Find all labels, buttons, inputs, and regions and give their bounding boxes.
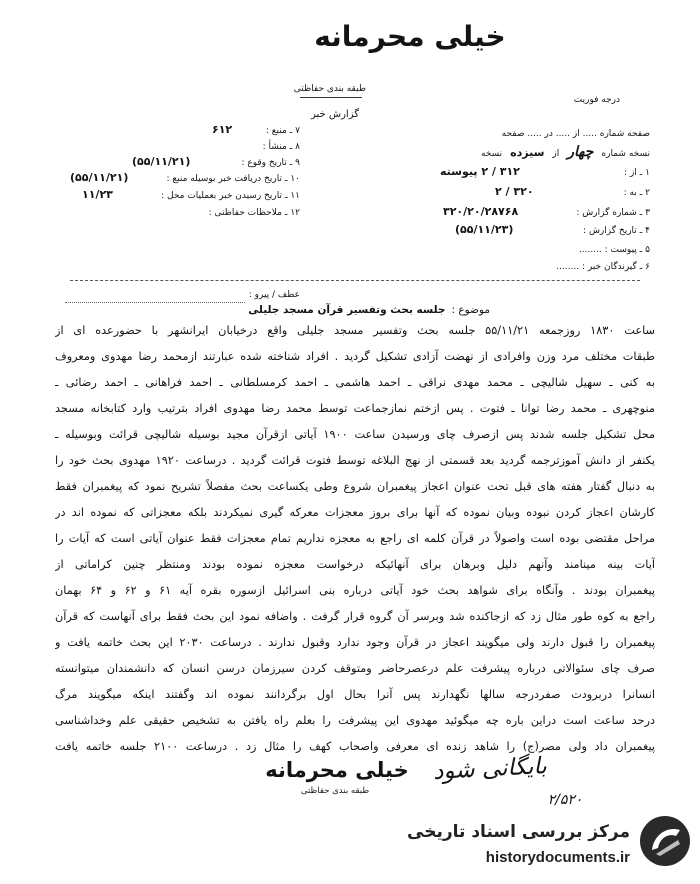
body-line: یکنفر از دانش آموزترجمه گردید بعد قسمتی از نهج البلاغه توسط فتوت قرائت گردید . درساعت ۱۹۲۰ مهدوی بحث خود را [55,454,655,467]
body-line: انسانرا دربرودت صفردرجه سالها نگهدارند پس آنرا بحال اول برگردانند نموده اند وگفتند اینکه میگویند مرگ [55,688,655,701]
classification-stamp-sub: طبقه بندی حفاظتی [300,786,370,796]
field-value: ۱۱/۲۳ [82,188,113,201]
document-title: خیلی محرمانه [314,20,506,53]
body-line: محل تشکیل جلسه شدند پس ازصرف چای ورسیدن ساعت ۱۹۰۰ آیاتی ازقرآن مجید بوسیله شالیچی قرائت وبوسیله ـ [55,428,655,441]
body-line: پیغمبران داد ولی مصر(ج) را شاهد زنده ای معرفی واصحاب کهف را مثال زد . درساعت ۲۱۰۰ جلسه خاتمه یافت [55,740,655,753]
classification-underline [300,97,362,98]
field-report-number [0,206,700,220]
field-recipients [0,260,700,274]
field-value: ۶۱۲ [212,123,233,136]
field-label: ۹ ـ تاریخ وقوع : [241,158,300,168]
classification-stamp: خیلی محرمانه [265,758,409,782]
body-line: آیات بینه مینامند وآنهم دلیل وبرهان برای آنهائیکه درخواست معجزه نموده بودند ومنتظر چنین کراماتی از [55,558,655,571]
body-line: پیغمبران بودند . وآنگاه برای شواهد بحث خود آیاتی درباره بنی اسرائیل ازسوره بقره آیه ۶۱ و ۶۲ و ۶۴ بهمان [55,584,655,597]
field-label: ۱۰ ـ تاریخ دریافت خبر بوسیله منبع : [166,174,300,184]
urgency-label: درجه فوریت [573,95,620,105]
report-body [55,318,655,760]
body-line: طبقات مختلف مرد وزن وافرادی از نهضت آزادی تشکیل گردید . افراد شناخته شده عبارتند ازمحمد رضا مهدوی ومعروف [55,350,655,363]
watermark-url: historydocuments.ir [485,849,630,866]
field-label: ۱۱ ـ تاریخ رسیدن خبر بعملیات محل : [161,191,300,201]
field-label: ۵ ـ پیوست : ........ [578,245,650,255]
classification-label: طبقه بندی حفاظتی [293,84,366,94]
field-value: (۵۵/۱۱/۲۳) [455,223,514,236]
field-value: (۵۵/۱۱/۲۱) [70,171,129,184]
body-line: به کنی ـ سهیل شالیچی ـ محمد مهدی نراقی ـ احمد هاشمی ـ احمد کرمسلطانی ـ احمد فراهانی ـ احمد رضائی ـ [55,376,655,389]
body-line: مراحل مقتضی بوده است واصولاً در قرآن کلمه ای راجع به معجزه نداریم تمام معجزات فقط عنوان آیاتی است که آیات را [55,532,655,545]
body-line: راجع به کوه طور مثال زد که ازجاکنده شد وبرسر آن گروه قرار گرفت . واضافه نمود این بحث فقط برای آنهاست که قرآن [55,610,655,623]
field-label: ۶ ـ گیرندگان خبر : ........ [556,262,650,272]
field-label: ۲ ـ به : [623,188,650,198]
field-label: ۱ ـ از : [624,168,650,178]
field-value: ۳۲۰ / ۲ [495,185,534,198]
field-label: ۷ ـ منبع : [265,126,300,136]
field-label: ۳ ـ شماره گزارش : [576,208,650,218]
field-label: ۴ ـ تاریخ گزارش : [583,226,650,236]
archive-note-handwritten: بایگانی شود [432,753,548,785]
header-separator [70,280,640,281]
field-report-date [0,224,700,238]
copy-mid: از [552,149,560,159]
body-line: صرف چای سئوالاتی درباره پیشرفت علم درعصرحاضر ومتوقف کردن سیرزمان درسن انسان که دانشمندان میتوانسته [55,662,655,675]
history-documents-logo-icon [638,814,692,868]
body-line: پیغمبران را قبول دارند ولی میگویند اعجاز در قرآن وجود ندارد وقبول ندارند . درساعت ۲۰۳۰ این بحث خاتمه یافت و [55,636,655,649]
copy-number-handwritten: چهار [567,144,594,160]
copy-total: سیزده [510,146,545,159]
body-line: به دنبال گفتار هفته های قبل تحت عنوان اعجاز پیغمبران شروع وطی یکساعت بحث مفصلاً تشریح نمود که پیغمبران فقط [55,480,655,493]
body-line: درحد ساعت است دراین باره چه میگوئید مهدوی این پیشرفت را بعلم راه یافتن به تشخیص حقیقی علم وخداشناسی [55,714,655,727]
field-label: صفحه شماره ..... از ..... در ..... صفحه [501,129,650,139]
subject-value: جلسه بحث وتفسیر قرآن مسجد جلیلی [248,304,446,316]
field-from [0,166,700,180]
field-value: (۵۵/۱۱/۲۱) [132,155,191,168]
body-line: ساعت ۱۸۳۰ روزجمعه ۵۵/۱۱/۲۱ جلسه بحث وتفسیر مسجد جلیلی واقع درخیابان ایرانشهر با حضورعده ای از [55,324,655,337]
copy-prefix: نسخه شماره [601,149,650,159]
reference-label: عطف / پیرو : [248,290,300,300]
field-value: ۳۱۲ / ۲ پیوسته [440,165,520,178]
report-type: گزارش خبر [311,109,359,120]
field-label: ۱۲ ـ ملاحظات حفاظتی : [208,208,300,218]
reference-dotted-line [65,302,245,303]
handwritten-number: ۲/۵۲۰ [547,792,583,808]
body-line: منوچهری ـ محمد رضا توانا ـ فتوت . پس ازختم نمازجماعت توسط محمد رضا مهدوی افراد بترتیب وارد کتابخانه مسجد [55,402,655,415]
field-label: ۸ ـ منشأ : [262,142,300,152]
watermark-org: مرکز بررسی اسناد تاریخی [407,822,630,842]
field-value: ۳۲۰/۲۰/۲۸۷۶۸ [443,205,519,218]
copy-suffix: نسخه [480,149,503,159]
field-attachment [0,243,700,257]
subject-label: موضوع : [451,304,490,316]
field-copy-number [481,144,650,160]
body-line: کارشان اعجاز کردن نبوده وبیان نموده که آنها برای بروز معجزات معرکه گیری نمیکردند بلکه معجزاتی که نموده اند در [55,506,655,519]
field-page-number [0,127,700,141]
field-to [0,186,700,200]
subject-line [248,304,490,316]
